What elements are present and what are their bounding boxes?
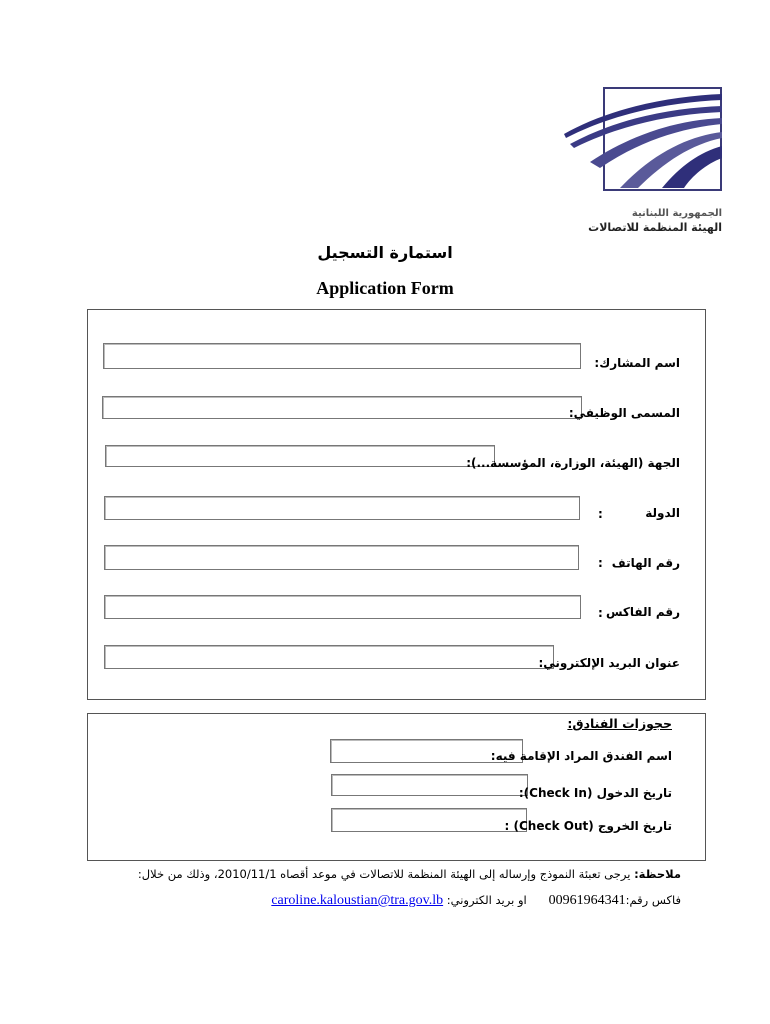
fax-field[interactable] <box>104 595 581 619</box>
note-text: يرجى تعبئة النموذج وإرساله إلى الهيئة المنظمة للاتصالات في موعد أقصاه 2010/11/1، وذلك من خلال: <box>137 867 635 881</box>
participant-name-label: اسم المشارك: <box>594 356 680 370</box>
note-prefix: ملاحظة: <box>634 867 681 881</box>
check-in-field[interactable] <box>331 774 528 796</box>
check-out-label: تاريخ الخروج (Check Out) : <box>504 819 672 833</box>
country-colon: : <box>598 507 603 521</box>
logo-arcs-icon <box>560 88 724 190</box>
organization-label: الجهة (الهيئة، الوزارة، المؤسسة...): <box>466 456 680 470</box>
hotel-bookings-title: حجوزات الفنادق: <box>567 716 672 731</box>
check-in-label: تاريخ الدخول (Check In): <box>518 786 672 800</box>
email-field[interactable] <box>104 645 554 669</box>
phone-colon: : <box>598 556 603 570</box>
phone-field[interactable] <box>104 545 579 570</box>
contact-line <box>271 893 681 909</box>
organization-field[interactable] <box>105 445 495 467</box>
logo-text-authority: الهيئة المنظمة للاتصالات <box>588 221 722 234</box>
job-title-label: المسمى الوظيفي: <box>568 406 680 420</box>
fax-colon: : <box>598 606 603 620</box>
phone-label: رقم الهاتف <box>611 556 680 570</box>
title-arabic: استمارة التسجيل <box>317 243 453 262</box>
hotel-name-label: اسم الفندق المراد الإقامة فيه: <box>490 749 672 763</box>
participant-name-field[interactable] <box>103 343 581 369</box>
contact-email-link[interactable]: caroline.kaloustian@tra.gov.lb <box>271 893 444 908</box>
email-label: عنوان البريد الإلكتروني: <box>538 656 680 670</box>
country-label: الدولة <box>645 506 680 520</box>
or-email-label: او بريد الكتروني: <box>446 893 527 907</box>
title-english: Application Form <box>316 278 454 298</box>
job-title-field[interactable] <box>102 396 582 419</box>
country-field[interactable] <box>104 496 580 520</box>
submission-note <box>138 867 681 881</box>
logo-text-republic: الجمهورية اللبنانية <box>631 208 722 219</box>
fax-label: رقم الفاكس <box>605 605 680 619</box>
fax-number-label: فاكس رقم: <box>625 893 681 907</box>
fax-number: 00961964341 <box>548 893 626 908</box>
check-out-field[interactable] <box>331 808 527 832</box>
